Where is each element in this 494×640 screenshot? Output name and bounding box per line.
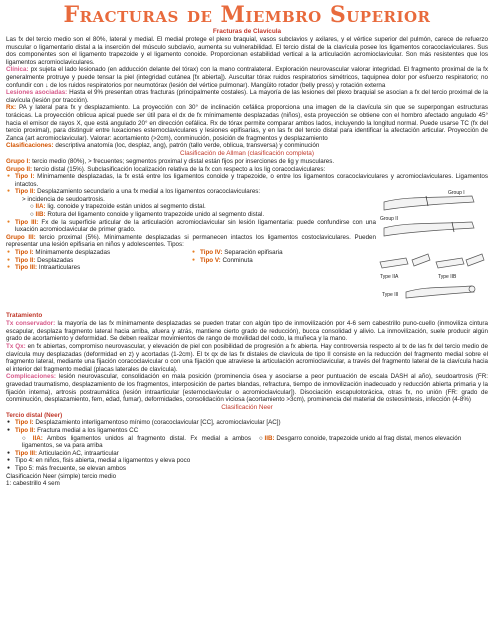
clasificaciones-paragraph: Clasificaciones: descriptiva anatomía (loc, desplaz, ang), patrón (tallo verde, oblicua, transversa) y conminución [6, 142, 320, 150]
clavicle-fracture-illustration [376, 188, 486, 312]
group1-clavicle-shape [384, 196, 474, 210]
list-item: ● Tipo 4: en niños, fisis abierta, medial a ligamentos y eleva poco [15, 457, 488, 465]
clinica-paragraph: Clínica: px sujeta el lado lesionado (en adducción delante del tórax) con la mano contralateral. Exploración neurovascular valorar integridad. El fragmento proximal de la fx generalmente protruye y puede tensar la piel (integridad cutánea [fx abierta]). Auscultar tórax ruidos respiratorios simétricos, taquipnea dolor por esfuerzo respiratorio; no confundir con ↓ de los ruidos respiratorios por neumotórax (lesión del vértice pulmonar). Mangüito rotador (belly press) y rotación externa [6, 66, 488, 89]
page-title: Fracturas de Miembro Superior [63, 2, 431, 28]
list-item: ● Tipo I: Mínimamente desplazadas [15, 249, 191, 257]
type2a-clavicle-shape [380, 258, 408, 268]
list-item: ● Tipo II: Desplazamiento secundario a una fx medial a los ligamentos coracoclaviculares: [15, 188, 376, 196]
tipo2a-line: ○ IIA: lig. conoide y trapezoide están unidos al segmento distal. [30, 203, 206, 211]
neer-list-more [6, 450, 488, 473]
list-item: ● Tipo II: Fractura medial a los ligamentos CC [15, 427, 488, 435]
lesiones-paragraph: Lesiones asociadas: Hasta el 9% presentan otras fracturas (principalmente costales). La mayoría de las lesiones del plexo braquial se asocian a fx del tercio proximal de la clavícula (lesión por tracción). [6, 89, 488, 104]
figure-label-group1: Group I [448, 190, 465, 197]
allman-header: Clasificación de Allman (clasificación completa) [180, 149, 314, 157]
grupo2-block [6, 188, 488, 312]
neer-simple-title: Clasificación Neer (simple) tercio medio [6, 472, 117, 480]
neer-header: Clasificación Neer [221, 403, 273, 411]
list-item: ● Tipo I: Mínimamente desplazadas, la fx está entre los ligamentos conoide y trapezoide, o entre los ligamentos coracoclaviculares y acromioclaviculares. Ligamentos intactos. [15, 173, 488, 188]
allman-diagram [376, 188, 488, 312]
grupo3-types [6, 249, 376, 272]
type3-clavicle-shape [406, 286, 474, 298]
neer-list [6, 419, 488, 434]
grupo3-line: Grupo III: tercio proximal (5%). Mínimamente desplazadas si permanecen intactos los ligamentos costoclaviculares. Pueden representar una lesión epifisaria en niños y adolescentes. Tipos: [6, 233, 376, 249]
grupo2-text [6, 188, 376, 312]
section-title-clavicula: Fracturas de Clavícula [212, 28, 282, 35]
neer-title: Tercio distal (Neer) [6, 411, 63, 419]
tratamiento-heading: Tratamiento [6, 312, 43, 320]
intro-paragraph: Las fx del tercio medio son el 80%, lateral y medial. El medial protege el plexo braquial, vasos subclavios y axilares, y el vértice superior del pulmón, carece de refuerzo muscular o ligamentario distal a la inserción del músculo subclavio, aumenta su vulnerabilidad. El tercio distal de la clavícula posee los ligamentos coracoclaviculares. Sus dos componentes son el ligamento trapezoide y el ligamento conoide. Proporcionan estabilidad vertical a la articulación acromioclavicular. Son más resistentes que los ligamentos acromioclaviculares. [6, 36, 488, 66]
figure-label-type3: Type III [382, 292, 399, 299]
list-item: ● Tipo III: Fx de la superficie articular de la articulación acromioclavicular sin lesión ligamentaria: puede confundirse con una luxación acromioclavicular de primer grado. [15, 219, 376, 234]
figure-label-type2a: Type IIA [380, 274, 399, 281]
grupo2-line: Grupo II: tercio distal (15%). Subclasificación localización relativa de la fx con respecto a los lig coracoclaviculares: [6, 165, 326, 173]
figure-label-group2: Group II [380, 216, 399, 223]
type2b-clavicle-shape [436, 258, 464, 268]
list-item: ● Tipo III: Articulación AC, intraarticular [15, 450, 488, 458]
list-item: ● Tipo I: Desplazamiento interligamentoso mínimo (coracoclavicular [CC], acromioclavicular [AC]) [15, 419, 488, 427]
neer-iia: ○ IIA: Ambos ligamentos unidos al fragmento distal. Fx medial a ambos ligamentos, se va para arriba [22, 434, 251, 450]
type2a-fragment-shape [412, 254, 430, 266]
list-item: ● Tipo IV: Separación epifisaria [200, 249, 376, 257]
tipo2b-line: ○ IIB: Rotura del ligamento conoide y ligamento trapezoide unido al segmento distal. [30, 211, 265, 219]
neer-type2-subtypes [6, 435, 488, 450]
list-item: ● Tipo 5: más frecuente, se elevan ambos [15, 465, 488, 473]
tx-qx-paragraph: Tx Qx: en fx abiertas, compromiso neurovascular, y elevación de piel con posibilidad de progresión a fx abierta. Hay controversia respecto al tx de las fx del tercio medio de clavícula muy desplazadas (deformidad en z) y acortadas (1-2cm). El tx qx de las fx distales de clavícula de tipo II consiste en la reducción del fragmento medial sobre el fragmento lateral, mediante una fijación coracoclavicular o con una fijación que atraviese la articulación acromioclavicular, a través del fragmento lateral de la clavícula hacia el interior del fragmento medial (placas laterales de clavícula). [6, 343, 488, 373]
rx-paragraph: Rx: PA y lateral para fx y desplazamiento. La proyección con 30° de inclinación cefálica proporciona una imagen de la clavícula sin que se superpongan estructuras torácicas. La proyección oblicua apical puede ser útil para el dx de fx mínimamente desplazadas (niños), esta proyección se obtiene con el hombro afectado angulado 45° hacia el emisor de rayos X, que está angulado 20° en dirección cefálica. Rx de tórax permite comparar ambos lados, incluyendo la longitud normal. Puede usarse TC (fx del tercio proximal), para distinguir entre luxaciones esternoclaviculares y lesiones epifisarias, y en las fx del tercio distal para identificar la afectación articular. Proyección de Zanca (art acromioclavicular). Valorar: acortamiento (>2cm), conminución, posición de fragmentos y desplazamiento [6, 104, 488, 142]
list-item: ● Tipo II: Desplazadas [15, 257, 191, 265]
neer-simple-1: 1: cabestrillo 4 sem [6, 480, 60, 488]
group2-clavicle-shape [384, 222, 474, 236]
tx-conservador-paragraph: Tx conservador: la mayoría de las fx mínimamente desplazadas se pueden tratar con algún tipo de inmovilización por 4-6 sem cabestrillo puno-cuello (inmoviliza cintura escapular, desplaza fragmento lateral hacia arriba, afuera y atrás, mantiene cierto grado de reducción), bucca consolidad y alivio. La inmovilización, suele producir algún grado de acortamiento y deformidad. Se deben realizar movimientos de rango de movilidad del codo, la muñeca y la mano. [6, 320, 488, 343]
list-item: ● Tipo III: Intraarticulares [15, 264, 191, 272]
grupo1-line: Grupo I: tercio medio (80%), > frecuentes; segmentos proximal y distal están fijos por inserciones de lig y musculares. [6, 157, 335, 165]
list-item: ● Tipo V: Conminuta [200, 257, 376, 265]
type3-joint-shape [469, 286, 475, 292]
figure-label-type2b: Type IIB [438, 274, 457, 281]
type2b-fragment-shape [466, 254, 484, 266]
grupo2-tipo1-list [6, 173, 488, 188]
neer-iib: ○ IIB: Desgarro conoide, trapezoide unido al frag distal, menos elevación [259, 434, 462, 442]
complicaciones-paragraph: Complicaciones: lesión neurovascular, consolidación en mala posición (prominencia ósea y asociarse a peor puntuación de escala DASH al año), seudoartrosis (FR: gravedad traumatismo, desplazamiento de los fragmentos, interposición de partes blandas, refractura, tiempo de inmovilización inadecuado y reducción abierta primaria y la fijación interna), artrosis postraumática (lesión intraarticular [esternoclavicular o acromioclavicular]). Disociación escapulotorácica, otras fx, no unión (FR: grado de conminución, desplazamiento, fem, edad, fumar), deformidades, consolidación viciosa (acortamiento >3cm), prominencia del material de osteosíntesis, infección (4-8%) [6, 373, 488, 404]
tipo2-sub: > incidencia de seudoartrosis. [22, 195, 105, 203]
